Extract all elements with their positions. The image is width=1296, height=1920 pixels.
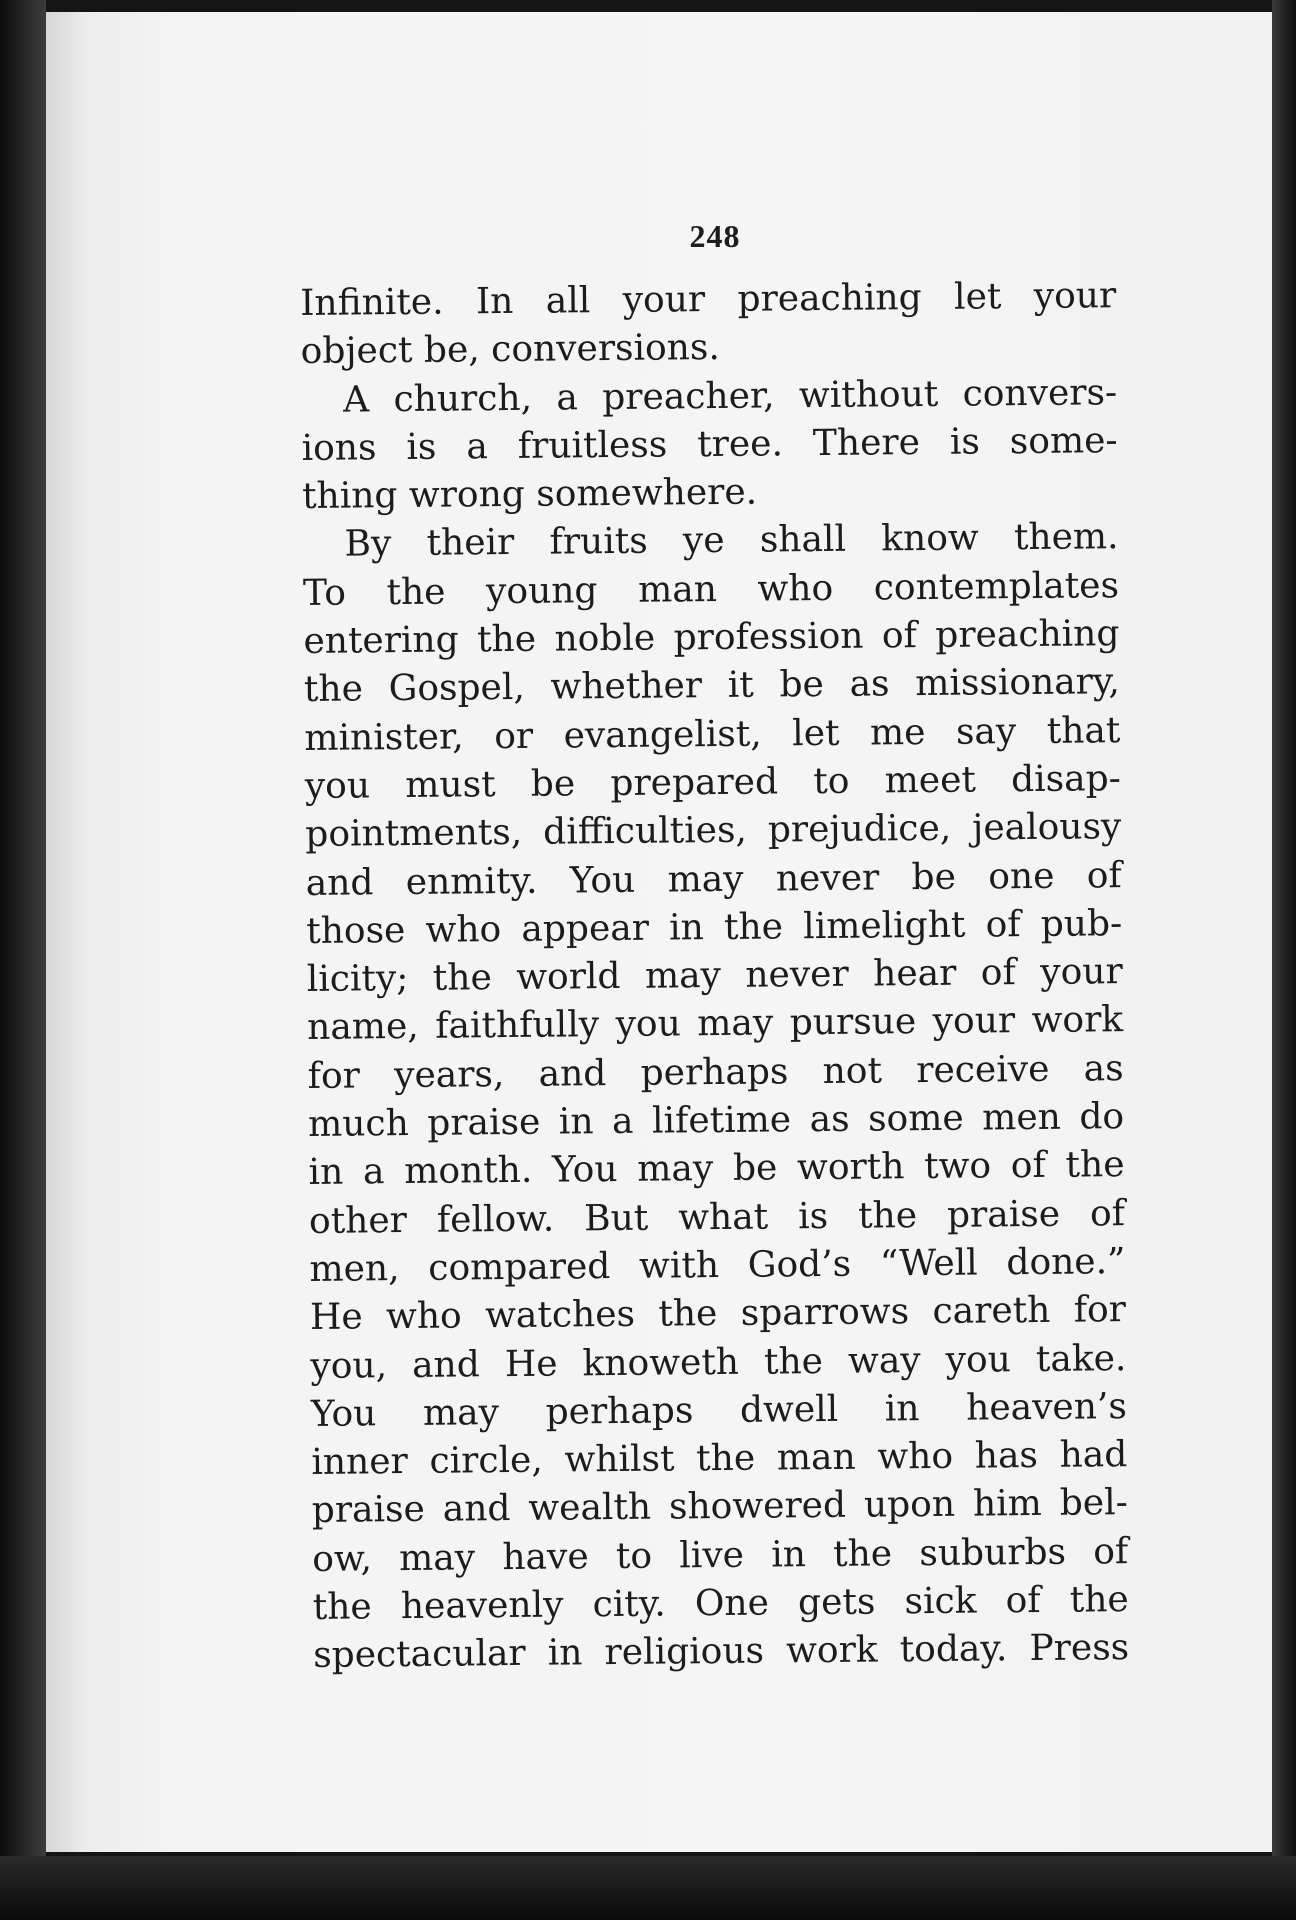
text-line: pointments, difficulties, prejudice, jealousy bbox=[305, 806, 1122, 856]
text-line: thing wrong somewhere. bbox=[301, 471, 758, 518]
text-line: other fellow. But what is the praise of bbox=[308, 1192, 1126, 1242]
text-line: and enmity. You may never be one of bbox=[305, 854, 1122, 904]
page-number: 248 bbox=[689, 218, 741, 254]
text-line: minister, or evangelist, let me say that bbox=[304, 709, 1121, 759]
text-line: To the young man who contemplates bbox=[302, 564, 1120, 614]
book-spine-edge bbox=[0, 0, 46, 1920]
text-line: By their fruits ye shall know them. bbox=[344, 516, 1119, 566]
text-line: ions is a fruitless tree. There is some- bbox=[301, 420, 1118, 469]
text-line: name, faithfully you may pursue your work bbox=[306, 999, 1124, 1049]
body-text bbox=[300, 272, 1129, 1680]
text-line: He who watches the sparrows careth for bbox=[309, 1289, 1127, 1339]
page-bottom-edge bbox=[0, 1856, 1296, 1920]
text-line: inner circle, whilst the man who has had bbox=[311, 1434, 1128, 1484]
text-line: object be, conversions. bbox=[300, 327, 721, 373]
text-line: much praise in a lifetime as some men do bbox=[307, 1096, 1125, 1146]
text-line: spectacular in religious work today. Press bbox=[313, 1627, 1130, 1677]
text-line: the heavenly city. One gets sick of the bbox=[312, 1579, 1129, 1628]
text-line: You may perhaps dwell in heaven’s bbox=[310, 1385, 1128, 1435]
page-right-edge bbox=[1272, 0, 1296, 1920]
text-line: men, compared with God’s “Well done.” bbox=[309, 1241, 1126, 1290]
text-line: Infinite. In all your preaching let your bbox=[300, 275, 1117, 324]
text-line: the Gospel, whether it be as missionary, bbox=[303, 661, 1121, 711]
text-line: in a month. You may be worth two of the bbox=[308, 1144, 1125, 1194]
text-line: licity; the world may never hear of your bbox=[306, 951, 1123, 1001]
text-line: ow, may have to live in the suburbs of bbox=[312, 1530, 1129, 1580]
text-line: praise and wealth showered upon him bel- bbox=[311, 1482, 1128, 1532]
text-line: A church, a preacher, without convers- bbox=[342, 371, 1118, 421]
text-line: for years, and perhaps not receive as bbox=[307, 1047, 1124, 1097]
text-line: those who appear in the limelight of pub- bbox=[306, 902, 1123, 952]
text-line: entering the noble profession of preaching bbox=[303, 613, 1120, 663]
text-line: you, and He knoweth the way you take. bbox=[310, 1337, 1127, 1387]
text-line: you must be prepared to meet disap- bbox=[304, 758, 1122, 807]
